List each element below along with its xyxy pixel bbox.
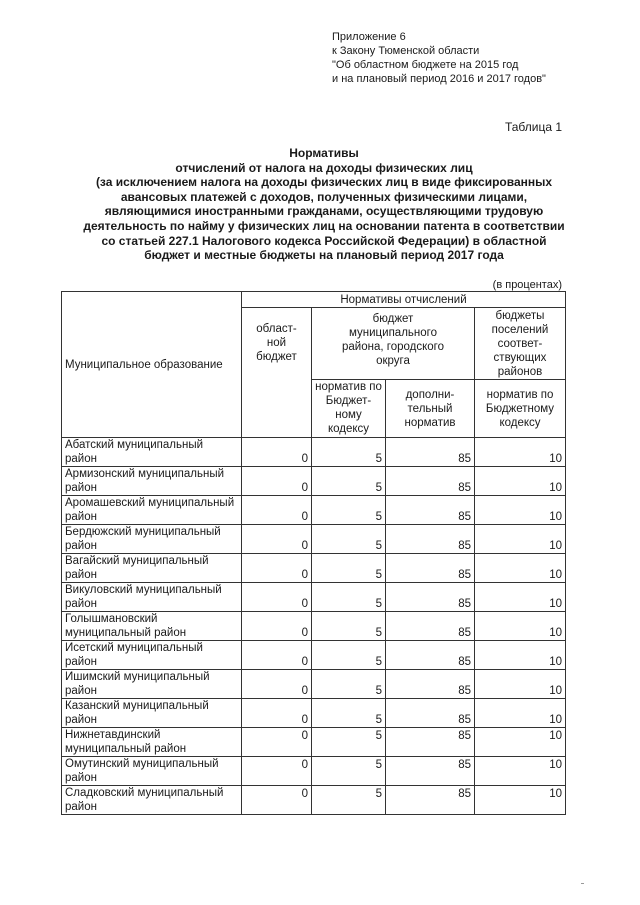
regional-value: 0	[242, 728, 312, 757]
title-line: со статьей 227.1 Налогового кодекса Российской Федерации) в областной	[101, 233, 547, 248]
regional-value: 0	[242, 467, 312, 496]
regional-value: 0	[242, 612, 312, 641]
header-regional-budget	[242, 308, 312, 438]
header-norms: Нормативы отчислений	[242, 292, 566, 308]
header-regional-text: област- ной бюджет	[256, 323, 297, 363]
header-district-extra	[386, 380, 475, 438]
district-extra-value: 85	[386, 467, 475, 496]
municipality-name: Голышмановский муниципальный район	[62, 612, 242, 641]
district-extra-value: 85	[386, 438, 475, 467]
regional-value: 0	[242, 496, 312, 525]
district-code-value: 5	[312, 757, 386, 786]
municipality-name: Омутинский муниципальный район	[62, 757, 242, 786]
district-code-value: 5	[312, 641, 386, 670]
district-extra-value: 85	[386, 583, 475, 612]
title-line: авансовых платежей с доходов, полученных физическими лицами,	[120, 189, 528, 204]
table-row	[62, 757, 566, 786]
regional-value: 0	[242, 583, 312, 612]
table-row	[62, 728, 566, 757]
settlement-value: 10	[475, 641, 566, 670]
table-row	[62, 496, 566, 525]
municipality-name: Сладковский муниципальный район	[62, 786, 242, 815]
municipality-name: Армизонский муниципальный район	[62, 467, 242, 496]
units-label: (в процентах)	[492, 279, 562, 291]
header-municipality: Муниципальное образование	[62, 292, 242, 438]
table-row	[62, 438, 566, 467]
district-code-value: 5	[312, 612, 386, 641]
district-extra-value: 85	[386, 786, 475, 815]
regional-value: 0	[242, 525, 312, 554]
appendix-line: "Об областном бюджете на 2015 год	[332, 59, 519, 71]
title-line: (за исключением налога на доходы физических лиц в виде фиксированных	[95, 175, 553, 190]
table-row	[62, 786, 566, 815]
district-code-value: 5	[312, 438, 386, 467]
district-extra-value: 85	[386, 699, 475, 728]
header-settlement-budget	[475, 308, 566, 380]
regional-value: 0	[242, 786, 312, 815]
regional-value: 0	[242, 670, 312, 699]
settlement-value: 10	[475, 467, 566, 496]
municipality-name: Нижнетавдинский муниципальный район	[62, 728, 242, 757]
norms-table	[61, 291, 566, 815]
scan-mark	[581, 883, 584, 887]
document-title	[40, 146, 608, 263]
district-code-value: 5	[312, 670, 386, 699]
regional-value: 0	[242, 438, 312, 467]
table-row	[62, 641, 566, 670]
district-code-value: 5	[312, 786, 386, 815]
municipality-name: Вагайский муниципальный район	[62, 554, 242, 583]
district-code-value: 5	[312, 699, 386, 728]
table-row	[62, 467, 566, 496]
settlement-value: 10	[475, 786, 566, 815]
district-code-value: 5	[312, 728, 386, 757]
regional-value: 0	[242, 554, 312, 583]
settlement-value: 10	[475, 699, 566, 728]
settlement-value: 10	[475, 728, 566, 757]
appendix-line: Приложение 6	[332, 31, 406, 43]
table-row	[62, 699, 566, 728]
settlement-value: 10	[475, 670, 566, 699]
district-extra-value: 85	[386, 728, 475, 757]
district-extra-value: 85	[386, 496, 475, 525]
table-row	[62, 612, 566, 641]
settlement-value: 10	[475, 438, 566, 467]
municipality-name: Бердюжский муниципальный район	[62, 525, 242, 554]
municipality-name: Аромашевский муниципальный район	[62, 496, 242, 525]
header-district-code	[312, 380, 386, 438]
district-extra-value: 85	[386, 612, 475, 641]
municipality-name: Казанский муниципальный район	[62, 699, 242, 728]
table-number: Таблица 1	[504, 120, 562, 134]
district-code-value: 5	[312, 467, 386, 496]
settlement-value: 10	[475, 612, 566, 641]
title-line: отчислений от налога на доходы физических лиц	[175, 160, 473, 175]
district-code-value: 5	[312, 554, 386, 583]
municipality-name: Ишимский муниципальный район	[62, 670, 242, 699]
header-district-text: бюджет муниципального района, городского округа	[342, 313, 444, 367]
municipality-name: Викуловский муниципальный район	[62, 583, 242, 612]
header-settlement-code-text: норматив по Бюджетному кодексу	[485, 388, 555, 429]
settlement-value: 10	[475, 757, 566, 786]
table-row	[62, 554, 566, 583]
title-line: деятельность по найму у физических лиц на основании патента в соответствии	[83, 218, 565, 233]
district-extra-value: 85	[386, 641, 475, 670]
appendix-note	[332, 30, 546, 86]
title-line: являющимися иностранными гражданами, осуществляющими трудовую	[104, 204, 544, 219]
district-extra-value: 85	[386, 670, 475, 699]
district-code-value: 5	[312, 583, 386, 612]
regional-value: 0	[242, 699, 312, 728]
header-district-extra-text: дополни- тельный норматив	[404, 388, 456, 429]
district-code-value: 5	[312, 525, 386, 554]
regional-value: 0	[242, 641, 312, 670]
settlement-value: 10	[475, 496, 566, 525]
header-district-budget	[312, 308, 475, 380]
header-settlement-text: бюджеты поселений соответ- ствующих районов	[491, 310, 549, 378]
district-extra-value: 85	[386, 525, 475, 554]
title-line: бюджет и местные бюджеты на плановый период 2017 года	[144, 248, 504, 263]
settlement-value: 10	[475, 554, 566, 583]
regional-value: 0	[242, 757, 312, 786]
table-row	[62, 583, 566, 612]
municipality-name: Исетский муниципальный район	[62, 641, 242, 670]
header-settlement-code	[475, 380, 566, 438]
appendix-line: и на плановый период 2016 и 2017 годов"	[332, 73, 546, 85]
settlement-value: 10	[475, 525, 566, 554]
district-extra-value: 85	[386, 757, 475, 786]
title-line: Нормативы	[289, 146, 359, 160]
header-district-code-text: норматив по Бюджет- ному кодексу	[315, 381, 382, 435]
settlement-value: 10	[475, 583, 566, 612]
table-row	[62, 670, 566, 699]
appendix-line: к Закону Тюменской области	[332, 45, 480, 57]
district-extra-value: 85	[386, 554, 475, 583]
municipality-name: Абатский муниципальный район	[62, 438, 242, 467]
district-code-value: 5	[312, 496, 386, 525]
table-row	[62, 525, 566, 554]
